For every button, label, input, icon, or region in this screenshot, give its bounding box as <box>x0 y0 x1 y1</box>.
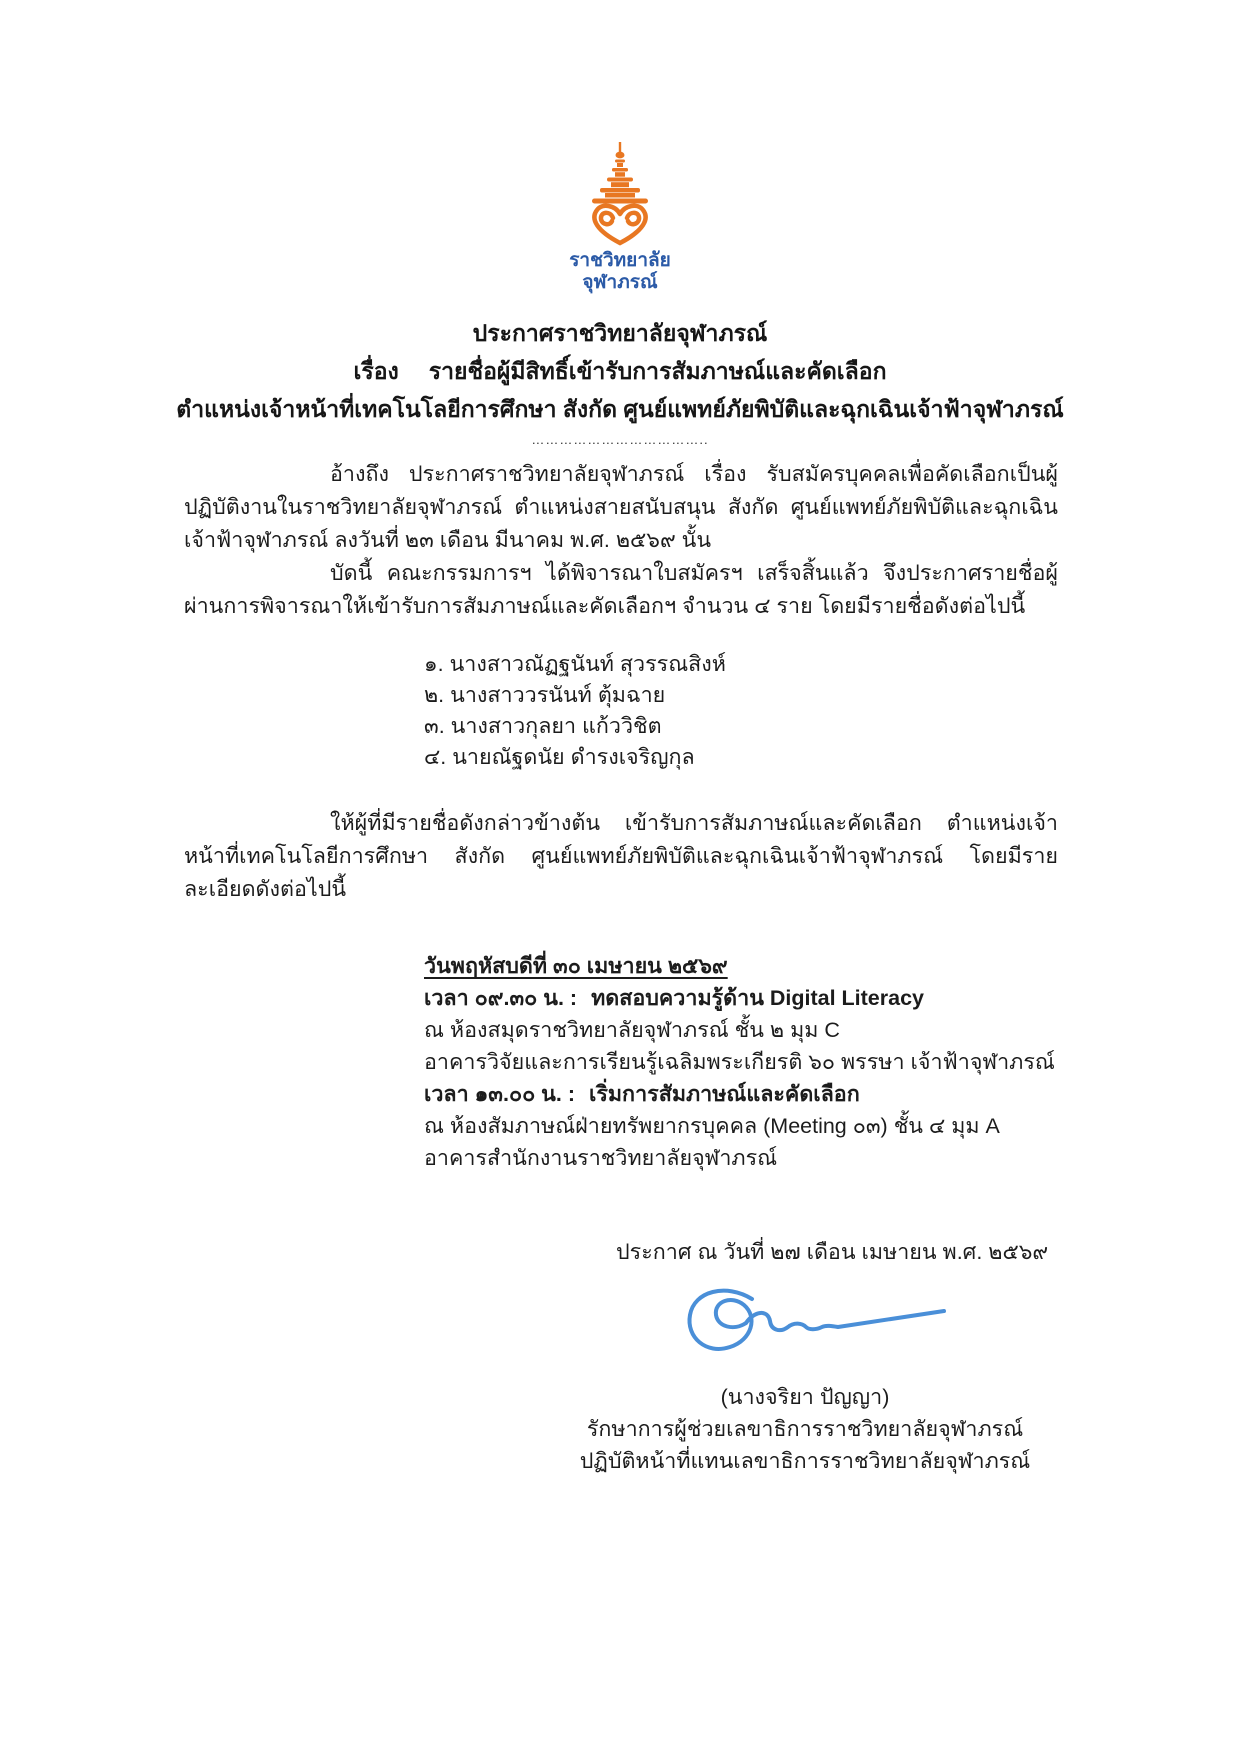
schedule-date-heading: วันพฤหัสบดีที่ ๓๐ เมษายน ๒๕๖๙ <box>424 954 728 978</box>
signature-scribble <box>660 1283 950 1361</box>
slot2-time: เวลา ๑๓.๐๐ น. : <box>424 1082 575 1106</box>
subject-text: รายชื่อผู้มีสิทธิ์เข้ารับการสัมภาษณ์และคัดเลือก <box>428 358 887 384</box>
academy-name-line2: จุฬาภรณ์ <box>582 272 658 293</box>
slot1-venue-line2: อาคารวิจัยและการเรียนรู้เฉลิมพระเกียรติ ๖๐ พรรษา เจ้าฟ้าจุฬาภรณ์ <box>424 1050 1055 1074</box>
slot1-activity: ทดสอบความรู้ด้าน Digital Literacy <box>591 986 924 1010</box>
candidate-item: ๓. นางสาวกุลยา แก้ววิชิต <box>424 714 662 738</box>
slot2-venue-line2: อาคารสำนักงานราชวิทยาลัยจุฬาภรณ์ <box>424 1146 778 1170</box>
academy-name-line1: ราชวิทยาลัย <box>569 250 671 271</box>
academy-logo <box>0 0 1240 294</box>
candidate-list <box>424 649 1058 773</box>
announce-date: ประกาศ ณ วันที่ ๒๗ เดือน เมษายน พ.ศ. ๒๕๖๙ <box>616 1240 1049 1264</box>
subject-prefix: เรื่อง <box>353 358 399 384</box>
slot2-venue-line1: ณ ห้องสัมภาษณ์ฝ่ายทรัพยากรบุคคล (Meeting ๐๓) ชั้น ๔ มุม A <box>424 1114 1000 1138</box>
signer-title-line1: รักษาการผู้ช่วยเลขาธิการราชวิทยาลัยจุฬาภรณ์ <box>586 1417 1024 1441</box>
slot1-time: เวลา ๐๙.๓๐ น. : <box>424 986 578 1010</box>
slot2-activity: เริ่มการสัมภาษณ์และคัดเลือก <box>588 1082 860 1106</box>
announcement-title-block <box>0 314 1240 428</box>
dotted-divider: ……………………………….. <box>531 432 709 447</box>
subject-line <box>0 352 1240 390</box>
position-line: ตำแหน่งเจ้าหน้าที่เทคโนโลยีการศึกษา สังกัด ศูนย์แพทย์ภัยพิบัติและฉุกเฉินเจ้าฟ้าจุฬาภรณ์ <box>176 396 1064 422</box>
academy-name <box>0 250 1240 294</box>
result-paragraph: บัดนี้ คณะกรรมการฯ ได้พิจารณาใบสมัครฯ เสร็จสิ้นแล้ว จึงประกาศรายชื่อผู้ผ่านการพิจารณาให้เข้ารับการสัมภาษณ์และคัดเลือกฯ จำนวน ๔ ราย โดยมีรายชื่อดังต่อไปนี้ <box>184 561 1058 618</box>
schedule-slot2-time-line <box>424 1078 1058 1110</box>
announcement-title: ประกาศราชวิทยาลัยจุฬาภรณ์ <box>472 320 768 346</box>
slot1-venue-line1: ณ ห้องสมุดราชวิทยาลัยจุฬาภรณ์ ชั้น ๒ มุม C <box>424 1018 840 1042</box>
document-body <box>184 458 1058 1174</box>
signer-name: (นางจริยา ปัญญา) <box>720 1385 890 1409</box>
candidate-item: ๑. นางสาวณัฏฐนันท์ สุวรรณสิงห์ <box>424 652 726 676</box>
schedule-slot1-time-line <box>424 982 1058 1014</box>
candidate-item: ๒. นางสาววรนันท์ ตุ้มฉาย <box>424 683 666 707</box>
candidate-item: ๔. นายณัฐดนัย ดำรงเจริญกุล <box>424 745 695 769</box>
signer-title-line2: ปฏิบัติหน้าที่แทนเลขาธิการราชวิทยาลัยจุฬาภรณ์ <box>579 1449 1031 1473</box>
reference-paragraph: อ้างถึง ประกาศราชวิทยาลัยจุฬาภรณ์ เรื่อง รับสมัครบุคคลเพื่อคัดเลือกเป็นผู้ปฏิบัติงานในราชวิทยาลัยจุฬาภรณ์ ตำแหน่งสายสนับสนุน สังกัด ศูนย์แพทย์ภัยพิบัติและฉุกเฉินเจ้าฟ้าจุฬาภรณ์ ลงวันที่ ๒๓ เดือน มีนาคม พ.ศ. ๒๕๖๙ นั้น <box>184 462 1058 552</box>
schedule-block <box>424 950 1058 1174</box>
signature-block <box>575 1283 1035 1477</box>
instruction-paragraph: ให้ผู้ที่มีรายชื่อดังกล่าวข้างต้น เข้ารับการสัมภาษณ์และคัดเลือก ตำแหน่งเจ้าหน้าที่เทคโนโลยีการศึกษา สังกัด ศูนย์แพทย์ภัยพิบัติและฉุกเฉินเจ้าฟ้าจุฬาภรณ์ โดยมีรายละเอียดดังต่อไปนี้ <box>184 811 1058 901</box>
academy-emblem-icon <box>572 142 668 246</box>
